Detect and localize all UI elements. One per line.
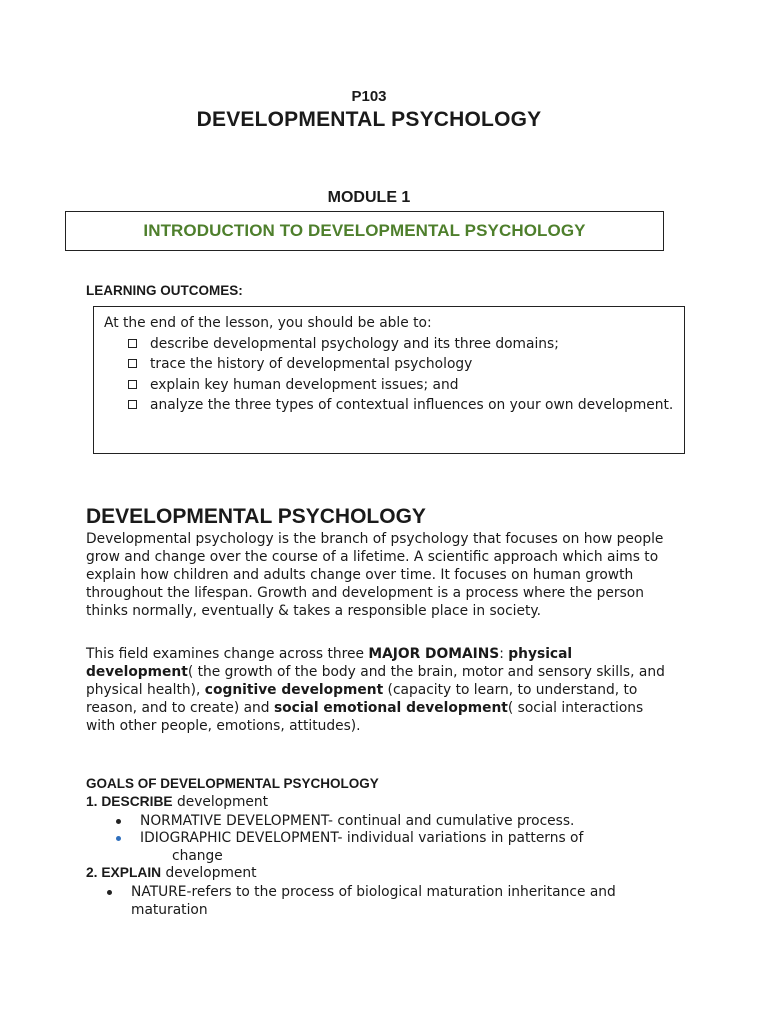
goal-text: development xyxy=(172,794,269,810)
list-item xyxy=(126,334,674,355)
goal-text: development xyxy=(161,865,257,881)
definition-paragraph: Developmental psychology is the branch of psychology that focuses on how people grow and change over the course of a lifetime. A scientific approach which aims to explain how children and adults change over time. It focuses on human growth throughout the lifespan. Growth and development is a process where the person thinks normally, eventually & takes a responsible place in society. xyxy=(86,531,664,619)
learning-outcomes-intro: At the end of the lesson, you should be able to: xyxy=(104,315,432,331)
text-run: This field examines change across three xyxy=(86,646,369,662)
domains-paragraph xyxy=(86,645,676,735)
list-item xyxy=(126,395,674,416)
goal-label: 2. EXPLAIN xyxy=(86,865,162,880)
checkbox-bullet-icon xyxy=(128,339,137,348)
bullet-dot-icon xyxy=(107,890,112,895)
goal-explain xyxy=(86,865,257,881)
text-run: ( the growth of the body and the brain, motor and sensory skills, and physical health), xyxy=(86,664,665,698)
module-title: INTRODUCTION TO DEVELOPMENTAL PSYCHOLOGY xyxy=(143,221,586,240)
section-heading: DEVELOPMENTAL PSYCHOLOGY xyxy=(86,505,426,528)
checkbox-bullet-icon xyxy=(128,359,137,368)
course-title: DEVELOPMENTAL PSYCHOLOGY xyxy=(196,108,542,131)
bullet-text-continuation: change xyxy=(172,848,223,864)
module-title-box xyxy=(65,211,664,251)
text-run: ( social interactions with other people, emotions, attitudes). xyxy=(86,700,644,734)
list-item xyxy=(131,883,671,919)
bullet-text: NATURE-refers to the process of biological maturation inheritance and maturation xyxy=(131,884,616,918)
bullet-dot-icon xyxy=(116,819,121,824)
goals-heading: GOALS OF DEVELOPMENTAL PSYCHOLOGY xyxy=(86,776,379,791)
bullet-text: IDIOGRAPHIC DEVELOPMENT- individual variations in patterns of xyxy=(140,830,584,846)
checkbox-bullet-icon xyxy=(128,380,137,389)
learning-outcomes-label: LEARNING OUTCOMES: xyxy=(86,283,243,298)
module-label: MODULE 1 xyxy=(327,189,411,206)
goal-label: 1. DESCRIBE xyxy=(86,794,173,809)
bullet-text: NORMATIVE DEVELOPMENT- continual and cumulative process. xyxy=(140,813,575,829)
goal-describe xyxy=(86,794,268,810)
physical-development-term: physical development xyxy=(86,646,573,680)
list-item xyxy=(140,829,640,865)
bullet-dot-icon xyxy=(116,836,121,841)
list-item xyxy=(126,375,674,396)
list-item xyxy=(140,812,680,830)
list-item xyxy=(126,354,674,375)
course-code: P103 xyxy=(351,88,387,105)
social-emotional-development-term: social emotional development xyxy=(273,700,508,716)
outcome-text: describe developmental psychology and its three domains; xyxy=(150,335,559,352)
text-run: (capacity to learn, to understand, to reason, and to create) and xyxy=(86,682,638,716)
text-run: : xyxy=(499,646,509,662)
outcome-text: explain key human development issues; and xyxy=(150,376,459,393)
outcome-text: trace the history of developmental psychology xyxy=(150,356,473,372)
outcome-text: analyze the three types of contextual influences on your own development. xyxy=(150,397,674,413)
cognitive-development-term: cognitive development xyxy=(204,682,384,698)
learning-outcomes-box xyxy=(93,306,685,454)
learning-outcomes-list xyxy=(104,334,674,416)
major-domains-term: MAJOR DOMAINS xyxy=(368,646,500,662)
checkbox-bullet-icon xyxy=(128,400,137,409)
